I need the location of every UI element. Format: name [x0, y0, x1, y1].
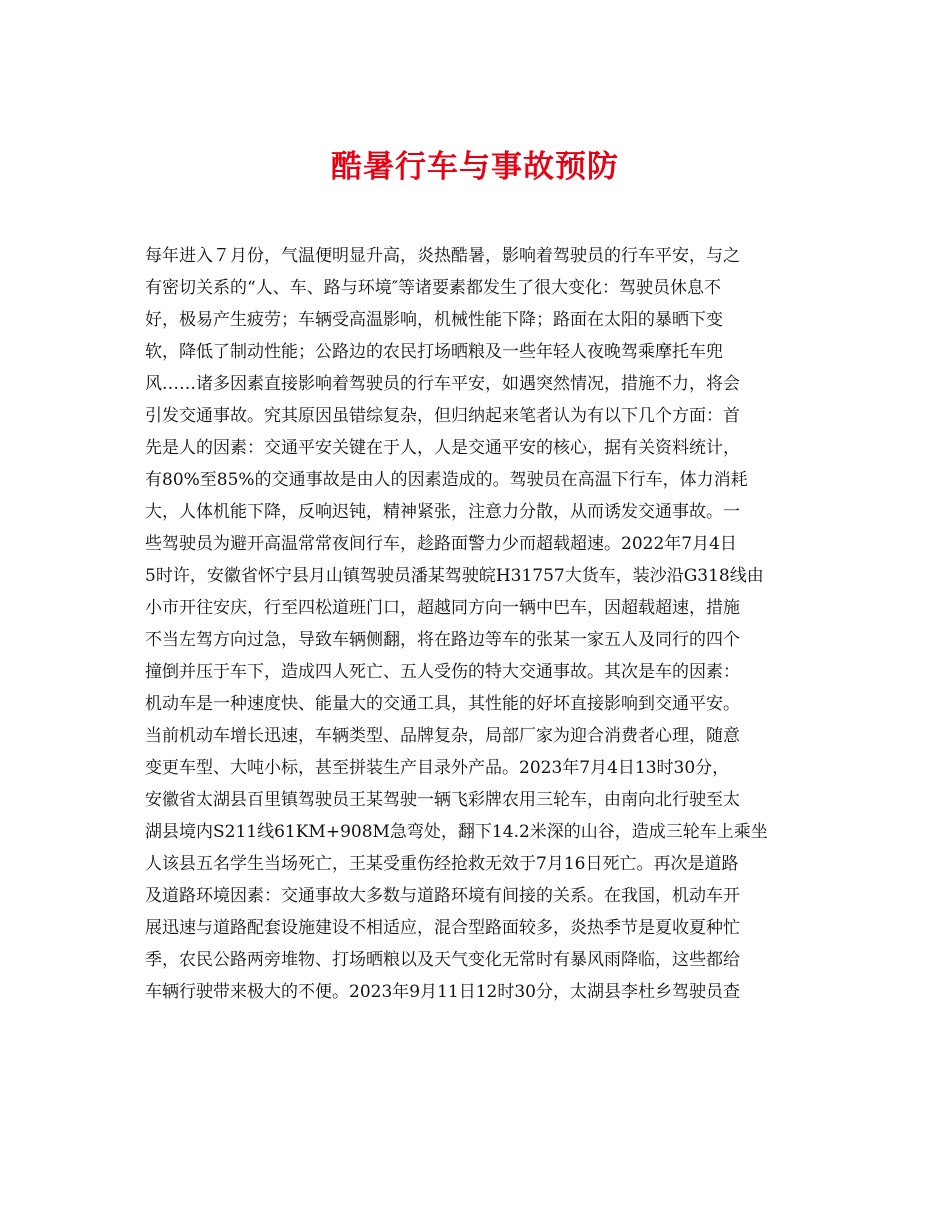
- body-line: 先是人的因素：交通平安关键在于人，人是交通平安的核心，据有关资料统计，: [145, 438, 740, 458]
- body-line: 不当左驾方向过急，导致车辆侧翻，将在路边等车的张某一家五人及同行的四个: [145, 630, 740, 650]
- document-title: 酷暑行车与事故预防: [331, 148, 619, 185]
- body-line: 好，极易产生疲劳；车辆受高温影响，机械性能下降；路面在太阳的暴晒下变: [145, 310, 723, 330]
- body-line: 有80%至85%的交通事故是由人的因素造成的。驾驶员在高温下行车，体力消耗: [145, 470, 748, 490]
- body-line: 车辆行驶带来极大的不便。2023年9月11日12时30分，太湖县李杜乡驾驶员查: [145, 982, 740, 1002]
- body-line: 季，农民公路两旁堆物、打场晒粮以及天气变化无常时有暴风雨降临，这些都给: [145, 950, 740, 970]
- body-line: 有密切关系的“人、车、路与环境″等诸要素都发生了很大变化：驾驶员休息不: [145, 278, 722, 298]
- body-line: 变更车型、大吨小标，甚至拼装生产目录外产品。2023年7月4日13时30分，: [145, 758, 730, 778]
- body-line: 些驾驶员为避开高温常常夜间行车，趁路面警力少而超载超速。2022年7月4日: [145, 534, 737, 554]
- body-line: 及道路环境因素：交通事故大多数与道路环境有间接的关系。在我国，机动车开: [145, 886, 740, 906]
- body-line: 人该县五名学生当场死亡，王某受重伤经抢救无效于7月16日死亡。再次是道路: [145, 854, 739, 874]
- body-line: 大，人体机能下降，反响迟钝，精神紧张，注意力分散，从而诱发交通事故。一: [145, 502, 740, 522]
- body-line: 当前机动车增长迅速，车辆类型、品牌复杂，局部厂家为迎合消费者心理，随意: [145, 726, 740, 746]
- body-line: 每年进入７月份，气温便明显升高，炎热酷暑，影响着驾驶员的行车平安，与之: [145, 246, 740, 266]
- body-line: 展迅速与道路配套设施建设不相适应，混合型路面较多，炎热季节是夏收夏种忙: [145, 918, 740, 938]
- body-line: 机动车是一种速度快、能量大的交通工具，其性能的好坏直接影响到交通平安。: [145, 694, 740, 714]
- body-line: 小市开往安庆，行至四松道班门口，超越同方向一辆中巴车，因超载超速，措施: [145, 598, 740, 618]
- body-line: 湖县境内S211线61KM+908M急弯处，翻下14.2米深的山谷，造成三轮车上乘坐: [145, 822, 768, 842]
- body-line: 风……诸多因素直接影响着驾驶员的行车平安，如遇突然情况，措施不力，将会: [145, 374, 740, 394]
- body-line: 软，降低了制动性能；公路边的农民打场晒粮及一些年轻人夜晚驾乘摩托车兜: [145, 342, 723, 362]
- body-line: 5时许，安徽省怀宁县月山镇驾驶员潘某驾驶皖H31757大货车，装沙沿G318线由: [145, 566, 764, 586]
- body-line: 安徽省太湖县百里镇驾驶员王某驾驶一辆飞彩牌农用三轮车，由南向北行驶至太: [145, 790, 740, 810]
- document-body: [145, 240, 805, 1008]
- body-line: 撞倒并压于车下，造成四人死亡、五人受伤的特大交通事故。其次是车的因素：: [145, 662, 740, 682]
- body-line: 引发交通事故。究其原因虽错综复杂，但归纳起来笔者认为有以下几个方面：首: [145, 406, 740, 426]
